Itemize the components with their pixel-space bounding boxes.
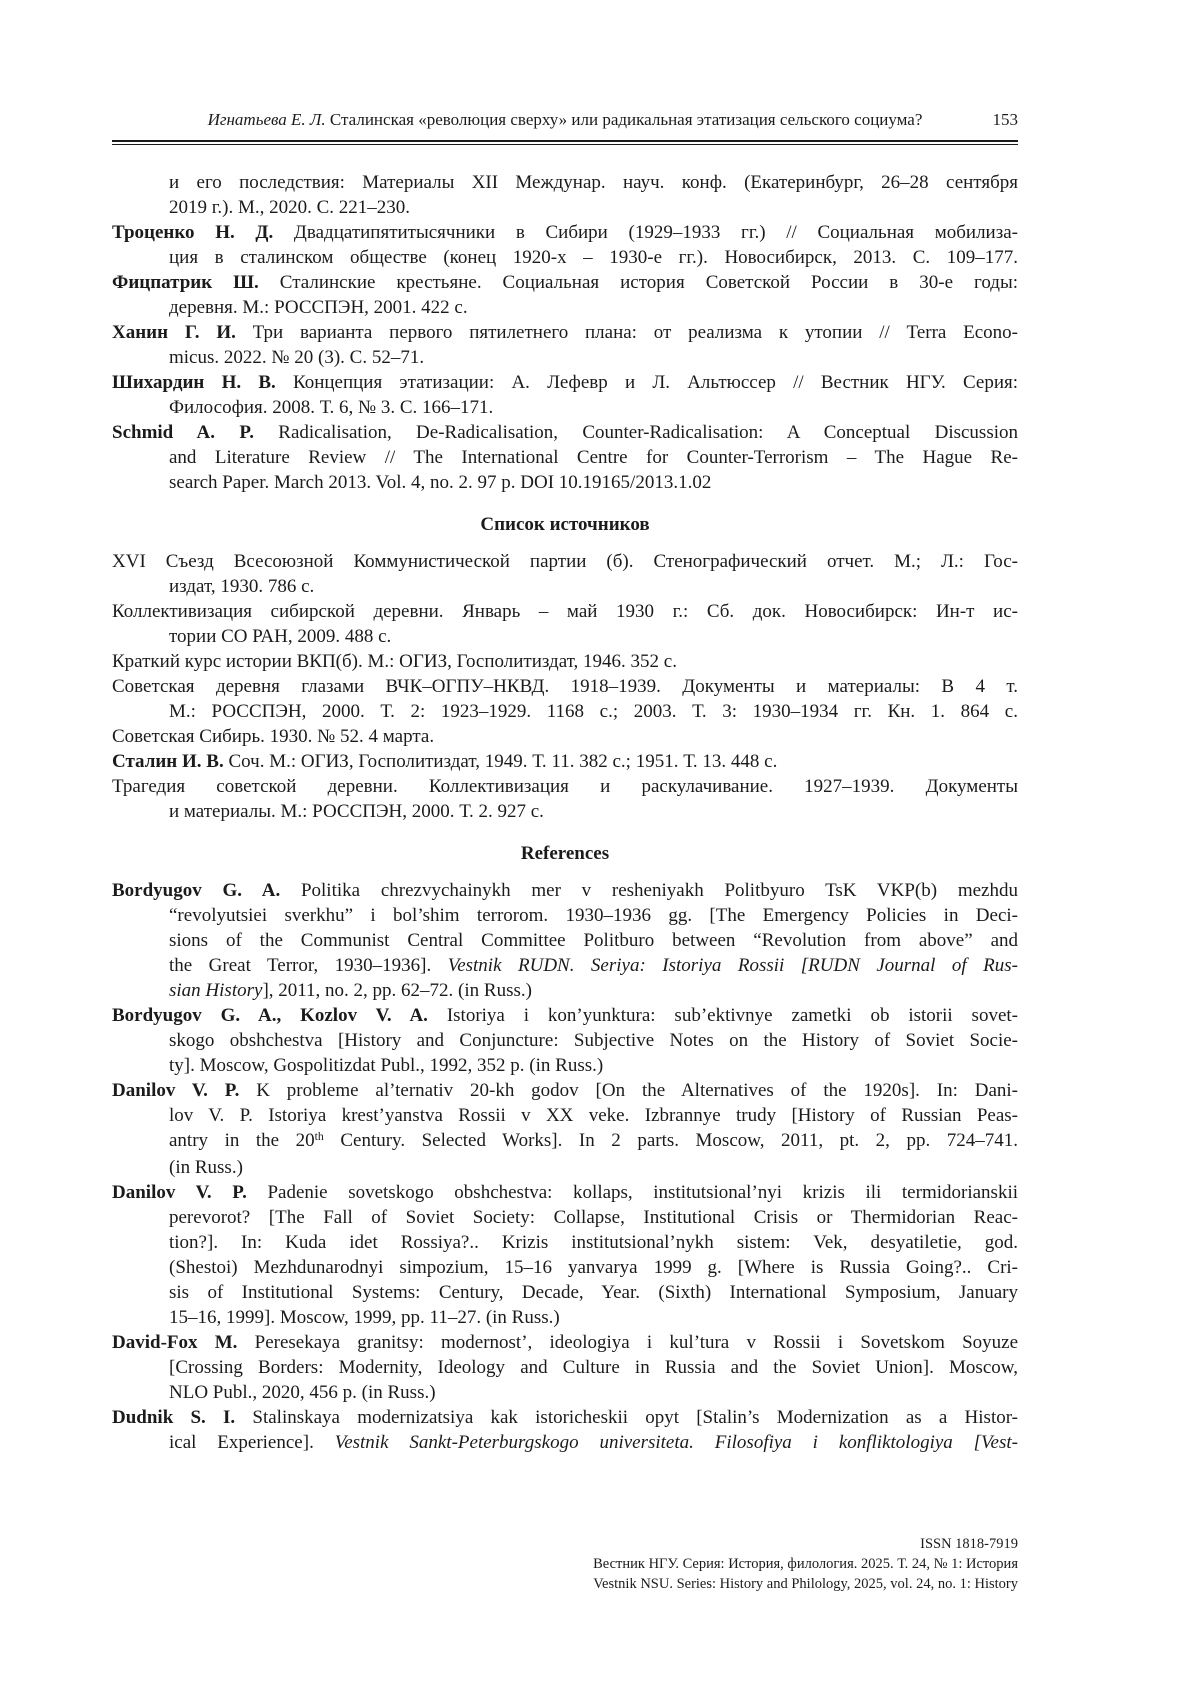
- reference-line: sis of Institutional Systems: Century, Decade, Year. (Sixth) International Symposium, January: [169, 1282, 1018, 1303]
- reference-entry: [112, 1078, 1018, 1180]
- reference-line: [Crossing Borders: Modernity, Ideology and Culture in Russia and the Soviet Union]. Moscow,: [169, 1357, 1018, 1378]
- reference-line: “revolyutsiei sverkhu” i bol’shim terrorom. 1930–1936 gg. [The Emergency Policies in Deci-: [169, 905, 1018, 926]
- reference-line: Bordyugov G. A., Kozlov V. A. Istoriya i kon’yunktura: sub’ektivnye zametki ob istorii sovet-: [112, 1005, 1018, 1026]
- reference-line: skogo obshchestva [History and Conjuncture: Subjective Notes on the History of Soviet Socie-: [169, 1030, 1018, 1051]
- reference-line: 2019 г.). М., 2020. С. 221–230.: [169, 197, 411, 218]
- reference-entry: [112, 674, 1018, 724]
- reference-entry: [112, 878, 1018, 1003]
- reference-line: XVI Съезд Всесоюзной Коммунистической партии (б). Стенографический отчет. М.; Л.: Гос-: [112, 551, 1018, 572]
- reference-entry: [112, 270, 1018, 320]
- reference-entry: [112, 1003, 1018, 1078]
- reference-entry: [112, 749, 1018, 774]
- reference-line: sions of the Communist Central Committee Politburo between “Revolution from above” and: [169, 930, 1018, 951]
- reference-line: М.: РОССПЭН, 2000. Т. 2: 1923–1929. 1168 с.; 2003. Т. 3: 1930–1934 гг. Кн. 1. 864 с.: [169, 701, 1018, 722]
- reference-line: Danilov V. P. Padenie sovetskogo obshchestva: kollaps, institutsional’nyi krizis ili termidorianskii: [112, 1182, 1018, 1203]
- reference-line: sian History], 2011, no. 2, pp. 62–72. (in Russ.): [169, 980, 532, 1001]
- reference-line: Фицпатрик Ш. Сталинские крестьяне. Социальная история Советской России в 30-е годы:: [112, 272, 1019, 293]
- section-heading: References: [520, 843, 610, 864]
- reference-line: antry in the 20th Century. Selected Works]. In 2 parts. Moscow, 2011, pt. 2, pp. 724–741.: [169, 1130, 1019, 1151]
- reference-entry: [112, 1330, 1018, 1405]
- reference-line: tion?]. In: Kuda idet Rossiya?.. Krizis institutsional’nykh sistem: Vek, desyatiletie, god.: [169, 1232, 1018, 1253]
- reference-line: search Paper. March 2013. Vol. 4, no. 2. 97 p. DOI 10.19165/2013.1.02: [169, 472, 712, 493]
- footer-issn: ISSN 1818-7919: [920, 1536, 1018, 1552]
- reference-entry: [112, 370, 1018, 420]
- reference-line: Шихардин Н. В. Концепция этатизации: А. Лефевр и Л. Альтюссер // Вестник НГУ. Серия:: [112, 372, 1018, 393]
- reference-line: Советская деревня глазами ВЧК–ОГПУ–НКВД. 1918–1939. Документы и материалы: В 4 т.: [112, 676, 1018, 697]
- reference-line: деревня. М.: РОССПЭН, 2001. 422 с.: [169, 297, 468, 318]
- reference-line: NLO Publ., 2020, 456 p. (in Russ.): [169, 1382, 436, 1403]
- reference-line: Dudnik S. I. Stalinskaya modernizatsiya kak istoricheskii opyt [Stalin’s Modernization as a Histor-: [112, 1407, 1018, 1428]
- reference-line: 15–16, 1999]. Moscow, 1999, pp. 11–27. (in Russ.): [169, 1307, 560, 1328]
- running-header-title: Сталинская «революция сверху» или радикальная этатизация сельского социума?: [329, 110, 923, 129]
- header-rule: [112, 140, 1018, 145]
- reference-entry: [112, 420, 1018, 495]
- reference-line: micus. 2022. № 20 (3). С. 52–71.: [169, 347, 425, 368]
- reference-entry: [112, 724, 1018, 749]
- reference-line: David-Fox M. Peresekaya granitsy: modernost’, ideologiya i kul’tura v Rossii i Sovetskom Soyuze: [112, 1332, 1018, 1353]
- reference-entry: [112, 1405, 1018, 1455]
- reference-entry: [112, 1180, 1018, 1330]
- footer-journal-ru: Вестник НГУ. Серия: История, филология. 2025. Т. 24, № 1: История: [593, 1556, 1018, 1572]
- reference-line: Советская Сибирь. 1930. № 52. 4 марта.: [112, 726, 435, 747]
- reference-line: lov V. P. Istoriya krest’yanstva Rossii v XX veke. Izbrannye trudy [History of Russian Peas-: [169, 1105, 1018, 1126]
- reference-line: Краткий курс истории ВКП(б). М.: ОГИЗ, Госполитиздат, 1946. 352 с.: [112, 651, 677, 672]
- reference-line: Сталин И. В. Соч. М.: ОГИЗ, Госполитиздат, 1949. Т. 11. 382 с.; 1951. Т. 13. 448 с.: [112, 751, 778, 772]
- reference-line: perevorot? [The Fall of Soviet Society: Collapse, Institutional Crisis or Thermidorian Reac-: [169, 1207, 1018, 1228]
- reference-line: Schmid A. P. Radicalisation, De-Radicalisation, Counter-Radicalisation: A Conceptual Discussion: [112, 422, 1018, 443]
- reference-entry: [112, 599, 1018, 649]
- running-header-author: Игнатьева Е. Л.: [207, 110, 326, 129]
- reference-entry: [112, 320, 1018, 370]
- references-content: [112, 170, 1018, 1455]
- reference-line: и его последствия: Материалы XII Междунар. науч. конф. (Екатеринбург, 26–28 сентября: [169, 172, 1018, 193]
- reference-entry: [112, 649, 1018, 674]
- reference-entry: [112, 170, 1018, 220]
- reference-line: и материалы. М.: РОССПЭН, 2000. Т. 2. 927 с.: [169, 801, 544, 822]
- running-header: [112, 109, 1018, 131]
- reference-line: Трагедия советской деревни. Коллективизация и раскулачивание. 1927–1939. Документы: [112, 776, 1018, 797]
- reference-line: (Shestoi) Mezhdunarodnyi simpozium, 15–16 yanvarya 1999 g. [Where is Russia Going?.. Cri-: [169, 1257, 1018, 1278]
- reference-line: (in Russ.): [169, 1157, 243, 1178]
- reference-line: Danilov V. P. K probleme al’ternativ 20-kh godov [On the Alternatives of the 1920s]. In: Dani-: [112, 1080, 1018, 1101]
- reference-line: Коллективизация сибирской деревни. Январь – май 1930 г.: Сб. док. Новосибирск: Ин-т ис-: [112, 601, 1018, 622]
- reference-line: Философия. 2008. Т. 6, № 3. С. 166–171.: [169, 397, 494, 418]
- reference-line: ical Experience]. Vestnik Sankt-Peterburgskogo universiteta. Filosofiya i konfliktologiya [Vest-: [169, 1432, 1018, 1453]
- footer-journal-en: Vestnik NSU. Series: History and Philology, 2025, vol. 24, no. 1: History: [593, 1576, 1018, 1592]
- reference-line: ция в сталинском обществе (конец 1920-х – 1930-е гг.). Новосибирск, 2013. С. 109–177.: [169, 247, 1018, 268]
- reference-line: and Literature Review // The International Centre for Counter-Terrorism – The Hague Re-: [169, 447, 1018, 468]
- reference-line: ty]. Moscow, Gospolitizdat Publ., 1992, 352 p. (in Russ.): [169, 1055, 604, 1076]
- reference-line: тории СО РАН, 2009. 488 с.: [169, 626, 392, 647]
- page-number: 153: [992, 110, 1018, 129]
- page-footer: [112, 1534, 1018, 1594]
- reference-line: Ханин Г. И. Три варианта первого пятилетнего плана: от реализма к утопии // Terra Econo-: [112, 322, 1018, 343]
- reference-entry: [112, 549, 1018, 599]
- reference-line: Bordyugov G. A. Politika chrezvychainykh mer v resheniyakh Politbyuro TsK VKP(b) mezhdu: [112, 880, 1018, 901]
- reference-entry: [112, 774, 1018, 824]
- section-heading: Список источников: [480, 514, 650, 535]
- reference-line: the Great Terror, 1930–1936]. Vestnik RUDN. Seriya: Istoriya Rossii [RUDN Journal of Rus-: [169, 955, 1018, 976]
- reference-entry: [112, 220, 1018, 270]
- reference-line: Троценко Н. Д. Двадцатипятитысячники в Сибири (1929–1933 гг.) // Социальная мобилиза-: [112, 222, 1018, 243]
- reference-line: издат, 1930. 786 с.: [169, 576, 315, 597]
